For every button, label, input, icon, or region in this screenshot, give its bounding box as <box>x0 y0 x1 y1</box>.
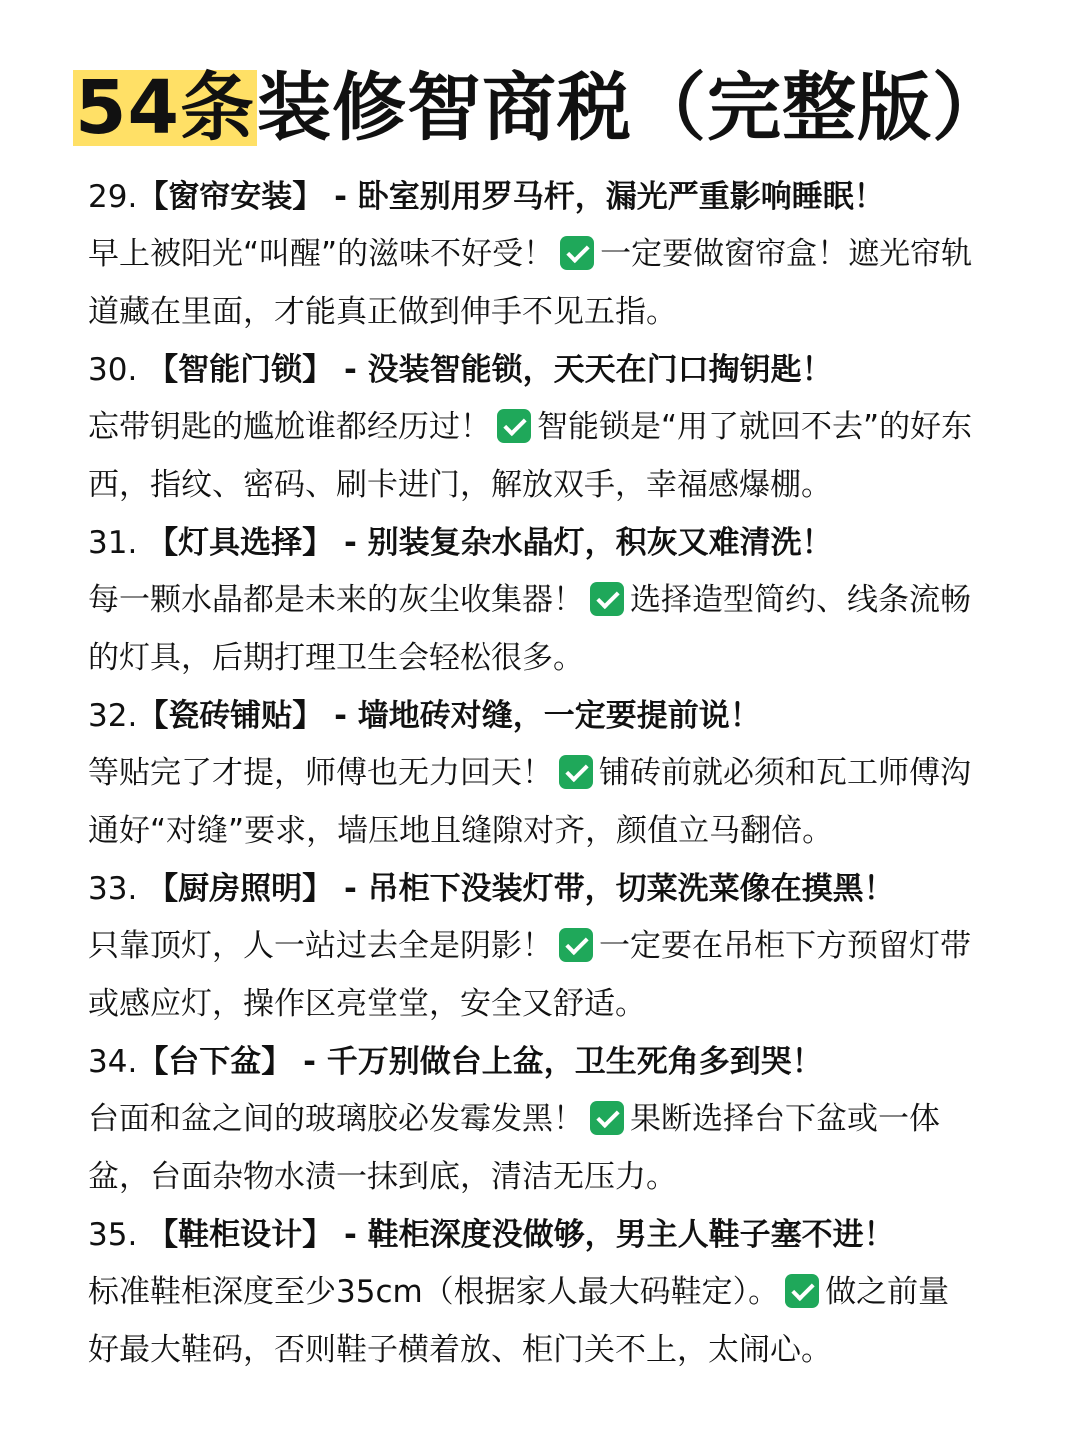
tip-solution-text: 一定要做窗帘盒！遮光帘轨道藏在里面，才能真正做到伸手不见五指。 <box>88 236 973 330</box>
tip-solution-text: 做之前量好最大鞋码，否则鞋子横着放、柜门关不上，太闹心。 <box>88 1274 950 1368</box>
tip-problem-text: 每一颗水晶都是未来的灰尘收集器！ <box>88 582 584 618</box>
tip-number: 31. <box>88 525 148 561</box>
tip-heading <box>88 514 988 572</box>
title-rest: 装修智商税（完整版） <box>256 65 1007 151</box>
check-mark-icon <box>590 1101 624 1135</box>
tip-item <box>88 687 988 860</box>
tip-problem-text: 等贴完了才提，师傅也无力回天！ <box>88 755 553 791</box>
tip-heading-text: 【灯具选择】 - 别装复杂水晶灯，积灰又难清洗！ <box>147 525 833 561</box>
tip-item <box>88 168 988 341</box>
tip-solution-text: 铺砖前就必须和瓦工师傅沟通好“对缝”要求，墙压地且缝隙对齐，颜值立马翻倍。 <box>88 755 971 849</box>
tip-problem-text: 只靠顶灯，人一站过去全是阴影！ <box>88 928 553 964</box>
tip-item <box>88 1206 988 1379</box>
tip-heading-text: 【智能门锁】 - 没装智能锁，天天在门口掏钥匙！ <box>147 352 833 388</box>
tip-body <box>88 1091 978 1206</box>
tip-solution-text: 一定要在吊柜下方预留灯带或感应灯，操作区亮堂堂，安全又舒适。 <box>88 928 971 1022</box>
tip-body <box>88 399 978 514</box>
tip-item <box>88 341 988 514</box>
tip-heading-text: 【窗帘安装】 - 卧室别用罗马杆，漏光严重影响睡眠！ <box>137 179 885 215</box>
check-mark-icon <box>785 1274 819 1308</box>
title-highlight: 54条 <box>75 65 255 151</box>
tip-problem-text: 台面和盆之间的玻璃胶必发霉发黑！ <box>88 1101 584 1137</box>
tip-body <box>88 918 978 1033</box>
tip-heading-text: 【鞋柜设计】 - 鞋柜深度没做够，男主人鞋子塞不进！ <box>147 1217 895 1253</box>
tip-number: 35. <box>88 1217 148 1253</box>
tip-heading-text: 【瓷砖铺贴】 - 墙地砖对缝，一定要提前说！ <box>137 698 761 734</box>
tip-problem-text: 标准鞋柜深度至少35cm（根据家人最大码鞋定）。 <box>88 1274 780 1310</box>
check-mark-icon <box>497 409 531 443</box>
tip-problem-text: 忘带钥匙的尴尬谁都经历过！ <box>88 409 491 445</box>
tip-number: 32. <box>88 698 138 734</box>
tip-heading-text: 【厨房照明】 - 吊柜下没装灯带，切菜洗菜像在摸黑！ <box>147 871 895 907</box>
tip-number: 33. <box>88 871 148 907</box>
tip-item <box>88 1033 988 1206</box>
tip-item <box>88 514 988 687</box>
tip-heading <box>88 1206 988 1264</box>
tip-solution-text: 智能锁是“用了就回不去”的好东西，指纹、密码、刷卡进门，解放双手，幸福感爆棚。 <box>88 409 973 503</box>
tip-number: 34. <box>88 1044 138 1080</box>
tip-heading <box>88 341 988 399</box>
tips-list <box>88 168 988 1379</box>
tip-body <box>88 1264 978 1379</box>
tip-number: 29. <box>88 179 138 215</box>
tip-body <box>88 745 978 860</box>
check-mark-icon <box>559 755 593 789</box>
tip-heading <box>88 687 988 745</box>
tip-body <box>88 226 978 341</box>
check-mark-icon <box>560 236 594 270</box>
tip-heading <box>88 1033 988 1091</box>
tip-item <box>88 860 988 1033</box>
page-title <box>0 58 1080 158</box>
tip-heading <box>88 860 988 918</box>
tip-heading <box>88 168 988 226</box>
tip-heading-text: 【台下盆】 - 千万别做台上盆，卫生死角多到哭！ <box>137 1044 823 1080</box>
tip-solution-text: 果断选择台下盆或一体盆，台面杂物水渍一抹到底，清洁无压力。 <box>88 1101 940 1195</box>
tip-solution-text: 选择造型简约、线条流畅的灯具，后期打理卫生会轻松很多。 <box>88 582 971 676</box>
tip-problem-text: 早上被阳光“叫醒”的滋味不好受！ <box>88 236 555 272</box>
tip-body <box>88 572 978 687</box>
tip-number: 30. <box>88 352 148 388</box>
check-mark-icon <box>559 928 593 962</box>
check-mark-icon <box>590 582 624 616</box>
